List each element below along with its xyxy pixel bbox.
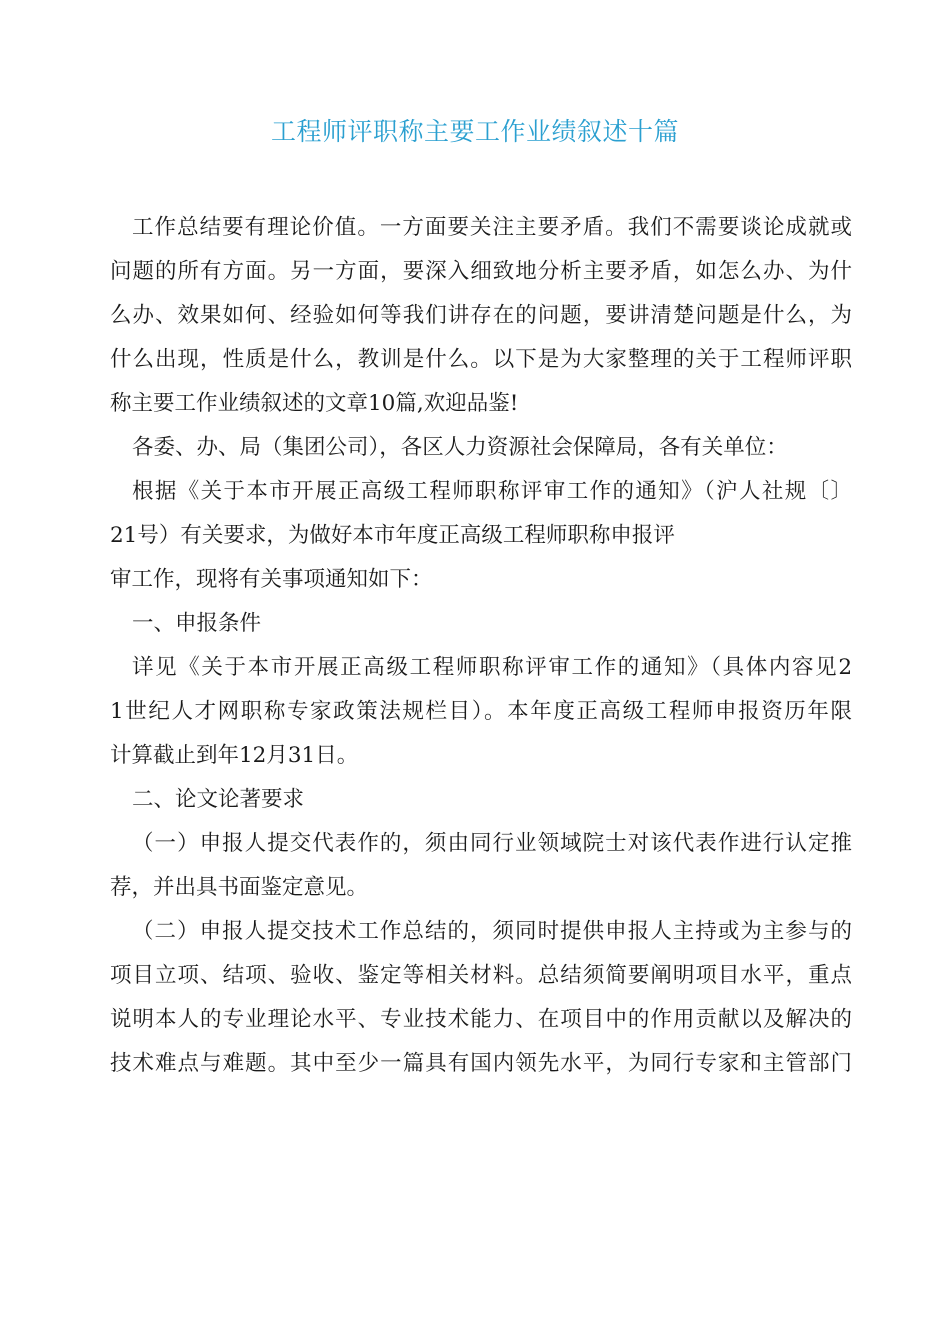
text-line: 21号）有关要求，为做好本市年度正高级工程师职称申报评 bbox=[110, 523, 675, 548]
text-line: （一）申报人提交代表作的，须由同行业领域院士对该代表作进行认定推 bbox=[132, 831, 852, 856]
text-line: 荐，并出具书面鉴定意见。 bbox=[110, 875, 369, 900]
text-line: 审工作，现将有关事项通知如下： bbox=[110, 567, 433, 592]
text-line: 称主要工作业绩叙述的文章10篇,欢迎品鉴! bbox=[110, 391, 519, 416]
text-line: 根据《关于本市开展正高级工程师职称评审工作的通知》（沪人社规〔〕 bbox=[132, 479, 852, 504]
text-line: 技术难点与难题。其中至少一篇具有国内领先水平，为同行专家和主管部门 bbox=[110, 1051, 852, 1076]
paragraph-conditions-details bbox=[110, 646, 852, 778]
text-line: 1世纪人才网职称专家政策法规栏目）。本年度正高级工程师申报资历年限 bbox=[110, 699, 852, 724]
text-line: 一、申报条件 bbox=[132, 611, 262, 636]
text-line: （二）申报人提交技术工作总结的，须同时提供申报人主持或为主参与的 bbox=[132, 919, 852, 944]
text-line: 说明本人的专业理论水平、专业技术能力、在项目中的作用贡献以及解决的 bbox=[110, 1007, 852, 1032]
paragraph-intro bbox=[110, 206, 852, 426]
text-line: 问题的所有方面。另一方面，要深入细致地分析主要矛盾，如怎么办、为什 bbox=[110, 259, 852, 284]
text-line: 项目立项、结项、验收、鉴定等相关材料。总结须简要阐明项目水平，重点 bbox=[110, 963, 852, 988]
text-line: 么办、效果如何、经验如何等我们讲存在的问题，要讲清楚问题是什么，为 bbox=[110, 303, 852, 328]
text-line: 二、论文论著要求 bbox=[132, 787, 305, 812]
paragraph-basis bbox=[110, 470, 852, 602]
document-title: 工程师评职称主要工作业绩叙述十篇 bbox=[270, 117, 679, 146]
paragraph-item-2 bbox=[110, 910, 852, 1086]
text-line: 计算截止到年12月31日。 bbox=[110, 743, 359, 768]
text-line: 详见《关于本市开展正高级工程师职称评审工作的通知》（具体内容见2 bbox=[132, 655, 852, 680]
section-heading-papers bbox=[110, 778, 852, 822]
text-line: 工作总结要有理论价值。一方面要关注主要矛盾。我们不需要谈论成就或 bbox=[132, 215, 852, 240]
document-body bbox=[110, 206, 852, 1086]
paragraph-item-1 bbox=[110, 822, 852, 910]
text-line: 什么出现，性质是什么，教训是什么。以下是为大家整理的关于工程师评职 bbox=[110, 347, 852, 372]
text-line: 各委、办、局（集团公司），各区人力资源社会保障局，各有关单位： bbox=[132, 435, 788, 460]
section-heading-conditions bbox=[110, 602, 852, 646]
paragraph-addressees bbox=[110, 426, 852, 470]
